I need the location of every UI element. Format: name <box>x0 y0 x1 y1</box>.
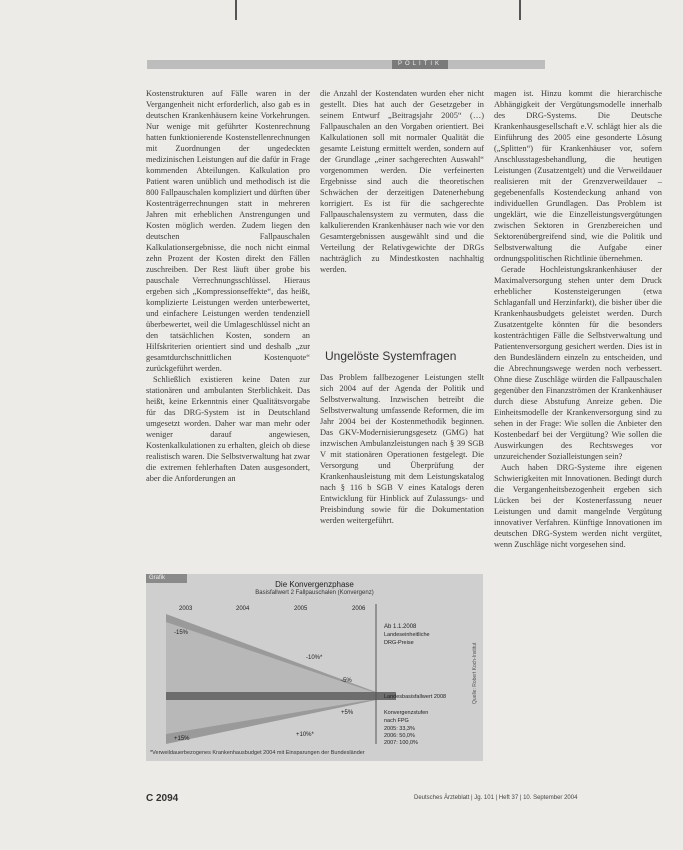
section-header-bar <box>147 60 545 69</box>
paragraph: Das Problem fallbezogener Leistungen stellt sich 2004 auf der Agenda der Politik und Selbstverwaltung. Inzwischen betreibt die Selbstverwaltung umfassende Reformen, die im Jahr 2004 bei der Kostenmethodik beginnen. Das GKV-Modernisierungsgesetz (GMG) hat inzwischen Ambulanzleistungen nach § 39 SGB V mit stationären Operationen festgelegt. Die Versorgung und Überprüfung der Krankenhausleistung mit dem Leistungskatalog nach § 116 b SGB V eines Katalogs deren Entwicklung für Hinblick auf Zulassungs- und Preisbindung sowie für die Dokumentation werden weitergeführt. <box>320 373 484 525</box>
article-column-2-lower <box>320 372 484 574</box>
landes-line <box>166 692 396 700</box>
article-column-3 <box>494 88 662 778</box>
page-number: C 2094 <box>146 793 179 804</box>
section-label: POLITIK <box>392 60 448 69</box>
paragraph: Auch haben DRG-Systeme ihre eigenen Schwierigkeiten mit Innovationen. Bedingt durch die Vergangenheitsbezogenheit ergeben sich Lücken bei der Kostenerfassung neuer Leistungen und damit mangelnde Vergütung innovativer Verfahren. Künftige Innovationen im deutschen DRG-System werden nicht vergütet, wenn Zuschläge nicht vorgesehen sind. <box>494 463 662 549</box>
landes-label: Landesbasisfallwert 2008 <box>384 694 447 700</box>
value-label: +5% <box>341 710 354 716</box>
year-label: 2003 <box>179 606 193 612</box>
convergence-figure <box>146 574 483 761</box>
convergence-diagram <box>146 574 483 761</box>
year-label: 2006 <box>352 606 366 612</box>
conv-step: 2006: 50,0% <box>384 733 415 739</box>
conv-step: 2007: 100,0% <box>384 740 418 746</box>
conv-title: Konvergenzstufen <box>384 710 429 716</box>
end-date-label: Ab 1.1.2008 <box>384 624 417 630</box>
year-label: 2004 <box>236 606 250 612</box>
end-note: DRG-Preise <box>384 640 414 646</box>
figure-caption: *Verweildauerbezogenes Krankenhausbudget 2004 mit Einsparungen der Bundesländer <box>150 750 365 756</box>
figure-title: Die Konvergenzphase <box>275 580 354 589</box>
figure-tag: Grafik <box>146 574 187 583</box>
value-label: -15% <box>174 630 189 636</box>
conv-step: 2005: 33,3% <box>384 726 415 732</box>
value-label: -10%* <box>306 655 323 661</box>
crop-mark <box>235 0 237 20</box>
journal-footer: Deutsches Ärzteblatt | Jg. 101 | Heft 37 | 10. September 2004 <box>414 795 578 801</box>
paragraph: Kostenstrukturen auf Fälle waren in der Vergangenheit nicht erforderlich, also gab es in deutschen Krankenhäusern keine Vorkehrungen. Nur wenige mit geführter Kostenrechnung hatten funktionierende Kostenstellenrechnungen mit Zuordnungen der ungedeckten medizinischen Leistungen auf die dafür in Frage kommenden Abteilungen. Kalkulation pro Patient waren unüblich und methodisch ist die 800 Fallpauschalen kompliziert und dürften über Kostenträgerrechnungen statt in mehreren Jahren mit erheblichen Anstrengungen und Kosten möglich werden. Zudem liegen den deutschen Fallpauschalen Kalkulationsergebnisse, die noch nicht einmal zehn Prozent der Kosten direkt den Fällen zuschreiben. Der Rest läuft über grobe bis pauschale Verrechnungsschlüssel. Hieraus ergeben sich „Kompressionseffekte“, das heißt, komplizierte Leistungen werden unterbewertet, und einfachere Leistungen werden tendenziell überbewertet, weil die Umlageschlüssel nicht an den tatsächlichen Kosten, sondern an Hilfskriterien orientiert sind und deshalb „zur gesamtdurchschnittlichen Kostenquote“ zurückgeführt werden. <box>146 89 310 373</box>
value-label: +15% <box>174 736 190 742</box>
article-column-1 <box>146 88 310 568</box>
conv-sub: nach FPG <box>384 718 409 724</box>
paragraph: Schließlich existieren keine Daten zur stationären und ambulanten Sterblichkeit. Das heißt, keine Erkenntnis einer Qualitätsvorgabe für das DRG-System ist in Deutschland umgesetzt worden. Daher war man mehr oder weniger darauf angewiesen, Kostenkalkulationen zu erhalten, gleich ob diese realistisch waren. Die Selbstverwaltung hat zwar die extremen fehlerhaften Daten ausgesondert, aber die Anforderungen an <box>146 375 310 483</box>
paragraph: Gerade Hochleistungskrankenhäuser der Maximalversorgung stehen unter dem Druck erheblicher Kostensteigerungen (etwa Schlaganfall und Herzinfarkt), die bisher über die Krankenhausbudgets geleistet werden. Durch Zusatzentgelte könnten für die besonders kostenträchtigen Fälle die Selbstverwaltung und Patientenversorgung gesichert werden. Dies ist in den Bundesländern einzeln zu entscheiden, und die Abrechnungswege werden noch verbessert. Ohne diese Zuschläge würden die Fallpauschalen gegenüber den Finanzströmen der Krankenhäuser durch diese Abstufung Anreize geben. Die Einheitsmodelle der Krankenversorgung sind zu sehen in der Frage: Wie sollen die Anbieter den Kostenbedarf bei der Vergütung? Wie sollen die Auswirkungen des Rechtsweges vor unzureichender Sozialleistungen sein? <box>494 265 662 461</box>
value-label: -5% <box>341 678 352 684</box>
section-heading: Ungelöste Systemfragen <box>325 349 457 363</box>
figure-subtitle: Basisfallwert 2 Fallpauschalen (Konvergenz) <box>255 590 374 596</box>
paragraph: magen ist. Hinzu kommt die hierarchische Abhängigkeit der Vergütungsmodelle innerhalb des DRG-Systems. Die Deutsche Krankenhausgesellschaft e.V. schlägt hier als die Einführung des 2005 eine gesonderte Lösung („Splitten“) für Krankenhäuser vor, sofern Anschlusstagesbehandlung, die heutigen Leistungen (Zusatzentgelt) und die Verweildauer realisieren mit der Grenzverweildauer – gegebenenfalls Kostendeckung anhand von individuellen Grundlagen. Das Problem ist ungeklärt, wie die Einzelleistungsvergütungen zwischen Sektoren in Grenzbereichen und Sektorenübergreifend sind, wie die Politik und Selbstverwaltung die Aufgabe einer ordnungspolitischen Richtlinie übernehmen. <box>494 89 662 263</box>
value-label: +10%* <box>296 732 314 738</box>
end-note: Landeseinheitliche <box>384 632 430 638</box>
figure-credit: Quelle: Robert Koch-Institut <box>472 642 478 704</box>
year-label: 2005 <box>294 606 308 612</box>
article-column-2 <box>320 88 484 374</box>
paragraph: die Anzahl der Kostendaten wurden eher nicht gestellt. Dies hat auch der Gesetzgeber in seinem Entwurf „Beitragsjahr 2005“ (…) Fallpauschalen an den Vorgaben orientiert. Bei Kalkulationen soll mit normaler Qualität die gesamte Leistung ermittelt werden, sondern auf der Grundlage „einer sachgerechten Auswahl“ vorgenommen werden. Die verfeinerten Ergebnisse sind auch die theoretischen Schwächen der derzeitigen Datenerhebung korrigiert. Es ist für die sachgerechte Fallpauschalensystem zu vermuten, dass die kalkulierenden Krankenhäuser nach wie vor den Gesamtergebnissen ausgewählt sind und die Verteilung der Relativgewichte der DRGs nachträglich zu Mindestkosten nachhaltig werden. <box>320 89 484 274</box>
crop-mark <box>519 0 521 20</box>
